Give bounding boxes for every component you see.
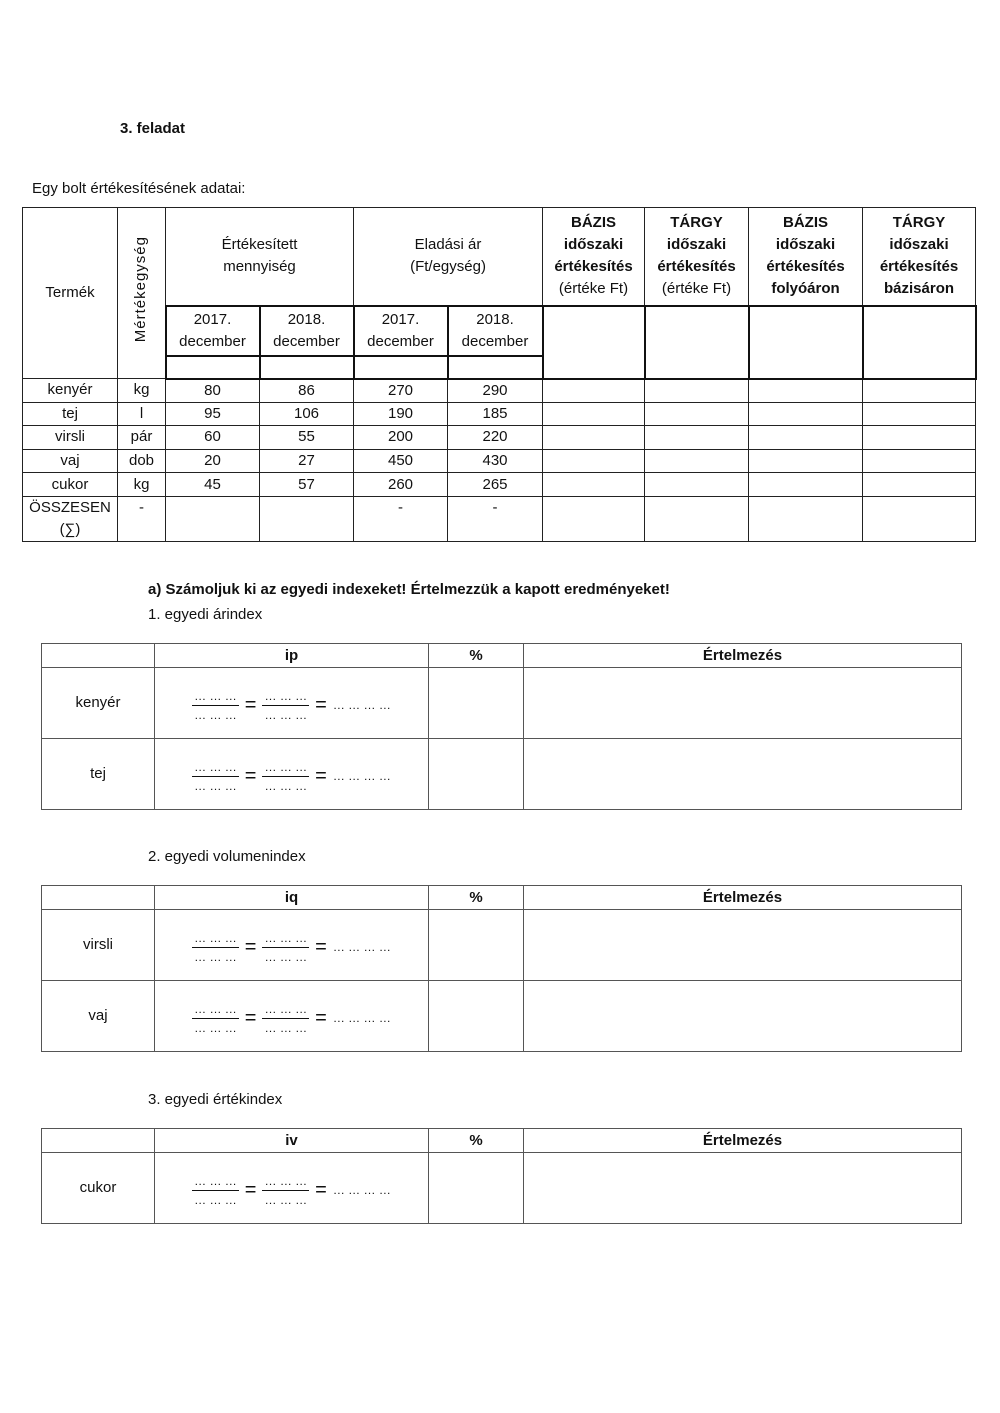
equals: =	[244, 1179, 257, 1201]
header-line: Eladási ár	[414, 236, 482, 254]
formula[interactable]	[192, 1174, 391, 1207]
answer-cell[interactable]	[749, 496, 863, 541]
blank-cell[interactable]	[260, 356, 354, 379]
section-label: 3. egyedi értékindex	[148, 1091, 283, 1108]
header-price	[354, 208, 543, 306]
table-cell: 20	[166, 449, 260, 473]
blank-header	[42, 886, 155, 910]
header-unit	[118, 208, 166, 379]
table-row	[42, 739, 962, 810]
header-line: folyóáron	[771, 280, 840, 298]
total-cell[interactable]	[260, 496, 354, 541]
denominator: … … …	[194, 1020, 237, 1035]
header-value-col	[543, 208, 645, 306]
header-percent: %	[429, 886, 524, 910]
header-interpretation: Értelmezés	[524, 886, 962, 910]
header-year	[260, 306, 354, 356]
header-percent: %	[429, 1129, 524, 1153]
header-value-col	[749, 208, 863, 306]
header-symbol: iv	[155, 1129, 429, 1153]
sales-table	[22, 207, 977, 542]
total-cell: ÖSSZESEN (∑)	[23, 496, 118, 541]
table-cell: 220	[448, 426, 543, 450]
header-line: 2017.	[193, 310, 232, 328]
task-a: a) Számoljuk ki az egyedi indexeket! Értelmezzük a kapott eredményeket!	[148, 581, 670, 598]
header-line: TÁRGY	[892, 214, 946, 232]
table-cell: l	[118, 402, 166, 426]
header-line: 2017.	[381, 310, 420, 328]
header-line: bázisáron	[884, 280, 955, 298]
table-cell: vaj	[23, 449, 118, 473]
answer-cell[interactable]	[543, 379, 645, 403]
answer-cell[interactable]	[863, 473, 976, 497]
interpretation-cell[interactable]	[524, 739, 962, 810]
formula[interactable]	[192, 689, 391, 722]
equals: =	[244, 694, 257, 716]
denominator: … … …	[194, 707, 237, 722]
index-table	[41, 643, 962, 810]
header-interpretation: Értelmezés	[524, 644, 962, 668]
table-cell: 80	[166, 379, 260, 403]
header-line: értékesítés	[657, 258, 736, 276]
answer-cell[interactable]	[749, 402, 863, 426]
section-label: 1. egyedi árindex	[148, 606, 263, 623]
equals: =	[244, 1007, 257, 1029]
header-symbol: iq	[155, 886, 429, 910]
percent-cell[interactable]	[429, 981, 524, 1052]
table-row	[42, 1153, 962, 1224]
table-cell: 190	[354, 402, 448, 426]
denominator: … … …	[264, 1192, 308, 1207]
numerator: … … …	[262, 1002, 309, 1019]
interpretation-cell[interactable]	[524, 910, 962, 981]
header-line: (értéke Ft)	[558, 280, 629, 298]
table-row	[42, 668, 962, 739]
header-line: mennyiség	[223, 258, 296, 276]
denominator: … … …	[264, 1020, 308, 1035]
equals: =	[244, 765, 257, 787]
denominator: … … …	[194, 949, 237, 964]
equals: =	[315, 1179, 327, 1201]
task-title: 3. feladat	[120, 120, 186, 137]
answer-cell[interactable]	[645, 426, 749, 450]
intro-text: Egy bolt értékesítésének adatai:	[32, 180, 246, 197]
result: … … … …	[332, 1011, 391, 1025]
table-cell: 270	[354, 379, 448, 403]
result: … … … …	[332, 769, 391, 783]
percent-cell[interactable]	[429, 910, 524, 981]
table-cell: 106	[260, 402, 354, 426]
denominator: … … …	[264, 707, 308, 722]
header-line: BÁZIS	[783, 214, 829, 232]
product-name: virsli	[42, 910, 155, 981]
blank-header	[42, 644, 155, 668]
table-cell: dob	[118, 449, 166, 473]
answer-cell[interactable]	[863, 379, 976, 403]
table-cell: 27	[260, 449, 354, 473]
numerator: … … …	[262, 1174, 309, 1191]
value-input-cell[interactable]	[543, 306, 645, 379]
header-line: időszaki	[775, 236, 836, 254]
numerator: … … …	[262, 689, 309, 706]
answer-cell[interactable]	[863, 496, 976, 541]
equals: =	[315, 1007, 327, 1029]
header-line: 2018.	[476, 310, 514, 328]
header-value-col	[645, 208, 749, 306]
table-cell: 60	[166, 426, 260, 450]
header-line: időszaki	[889, 236, 949, 254]
interpretation-cell[interactable]	[524, 981, 962, 1052]
table-row	[23, 402, 976, 426]
formula[interactable]	[192, 760, 391, 793]
answer-cell[interactable]	[645, 379, 749, 403]
equals: =	[244, 936, 257, 958]
table-cell: 260	[354, 473, 448, 497]
formula[interactable]	[192, 931, 391, 964]
total-row	[23, 496, 976, 541]
header-quantity	[166, 208, 354, 306]
table-cell: 57	[260, 473, 354, 497]
section-label: 2. egyedi volumenindex	[148, 848, 306, 865]
value-input-cell[interactable]	[749, 306, 863, 379]
header-termek: Termék	[23, 208, 118, 379]
header-symbol: ip	[155, 644, 429, 668]
denominator: … … …	[264, 949, 308, 964]
answer-cell[interactable]	[645, 496, 749, 541]
header-year	[354, 306, 448, 356]
table-cell: pár	[118, 426, 166, 450]
header-year	[166, 306, 260, 356]
product-name: tej	[42, 739, 155, 810]
answer-cell[interactable]	[749, 379, 863, 403]
answer-cell[interactable]	[749, 473, 863, 497]
table-cell: 430	[448, 449, 543, 473]
total-cell: -	[448, 496, 543, 541]
table-cell: tej	[23, 402, 118, 426]
header-percent: %	[429, 644, 524, 668]
answer-cell[interactable]	[645, 449, 749, 473]
denominator: … … …	[264, 778, 308, 793]
percent-cell[interactable]	[429, 1153, 524, 1224]
result: … … … …	[332, 940, 391, 954]
product-name: cukor	[42, 1153, 155, 1224]
interpretation-cell[interactable]	[524, 1153, 962, 1224]
table-cell: kg	[118, 379, 166, 403]
header-line: december	[367, 332, 434, 350]
numerator: … … …	[192, 689, 239, 706]
header-line: TÁRGY	[670, 214, 723, 232]
result: … … … …	[332, 698, 391, 712]
blank-header	[42, 1129, 155, 1153]
blank-cell[interactable]	[166, 356, 260, 379]
header-line: értékesítés	[766, 258, 845, 276]
answer-cell[interactable]	[543, 402, 645, 426]
header-line: (Ft/egység)	[410, 258, 486, 276]
header-value-col	[863, 208, 976, 306]
answer-cell[interactable]	[543, 449, 645, 473]
header-unit-text: Mértékegység	[132, 236, 150, 343]
answer-cell[interactable]	[645, 402, 749, 426]
header-line: 2018.	[287, 310, 326, 328]
numerator: … … …	[192, 931, 239, 948]
table-cell: 95	[166, 402, 260, 426]
header-line: értékesítés	[879, 258, 959, 276]
answer-cell[interactable]	[645, 473, 749, 497]
table-cell: 55	[260, 426, 354, 450]
total-cell[interactable]	[166, 496, 260, 541]
table-row	[42, 910, 962, 981]
table-cell: kenyér	[23, 379, 118, 403]
numerator: … … …	[262, 760, 309, 777]
answer-cell[interactable]	[863, 402, 976, 426]
result: … … … …	[332, 1183, 391, 1197]
total-cell: -	[118, 496, 166, 541]
table-cell: cukor	[23, 473, 118, 497]
answer-cell[interactable]	[863, 426, 976, 450]
table-cell: kg	[118, 473, 166, 497]
table-row	[42, 981, 962, 1052]
header-line: december	[179, 332, 246, 350]
equals: =	[315, 694, 327, 716]
header-line: (értéke Ft)	[661, 280, 732, 298]
table-cell: 86	[260, 379, 354, 403]
table-cell: 200	[354, 426, 448, 450]
answer-cell[interactable]	[543, 496, 645, 541]
table-cell: 45	[166, 473, 260, 497]
header-interpretation: Értelmezés	[524, 1129, 962, 1153]
answer-cell[interactable]	[749, 449, 863, 473]
table-cell: virsli	[23, 426, 118, 450]
blank-cell[interactable]	[354, 356, 448, 379]
header-line: időszaki	[563, 236, 624, 254]
interpretation-cell[interactable]	[524, 668, 962, 739]
total-cell: -	[354, 496, 448, 541]
numerator: … … …	[262, 931, 309, 948]
table-cell: 450	[354, 449, 448, 473]
denominator: … … …	[194, 1192, 237, 1207]
index-table	[41, 885, 962, 1052]
formula[interactable]	[192, 1002, 391, 1035]
header-line: értékesítés	[554, 258, 633, 276]
answer-cell[interactable]	[543, 426, 645, 450]
value-input-cell[interactable]	[645, 306, 749, 379]
header-line: december	[461, 332, 529, 350]
table-row	[23, 379, 976, 403]
equals: =	[315, 765, 327, 787]
header-line: időszaki	[666, 236, 727, 254]
value-input-cell[interactable]	[863, 306, 976, 379]
product-name: kenyér	[42, 668, 155, 739]
header-line: BÁZIS	[571, 214, 617, 232]
header-line: december	[273, 332, 340, 350]
table-cell: 290	[448, 379, 543, 403]
numerator: … … …	[192, 1002, 239, 1019]
table-cell: 265	[448, 473, 543, 497]
equals: =	[315, 936, 327, 958]
percent-cell[interactable]	[429, 739, 524, 810]
blank-cell[interactable]	[448, 356, 543, 379]
header-line: Értékesített	[221, 236, 298, 254]
table-row	[23, 473, 976, 497]
table-cell: 185	[448, 402, 543, 426]
header-year	[448, 306, 543, 356]
numerator: … … …	[192, 1174, 239, 1191]
answer-cell[interactable]	[543, 473, 645, 497]
product-name: vaj	[42, 981, 155, 1052]
table-row	[23, 449, 976, 473]
numerator: … … …	[192, 760, 239, 777]
denominator: … … …	[194, 778, 237, 793]
answer-cell[interactable]	[749, 426, 863, 450]
index-table	[41, 1128, 962, 1224]
table-row	[23, 426, 976, 450]
percent-cell[interactable]	[429, 668, 524, 739]
answer-cell[interactable]	[863, 449, 976, 473]
